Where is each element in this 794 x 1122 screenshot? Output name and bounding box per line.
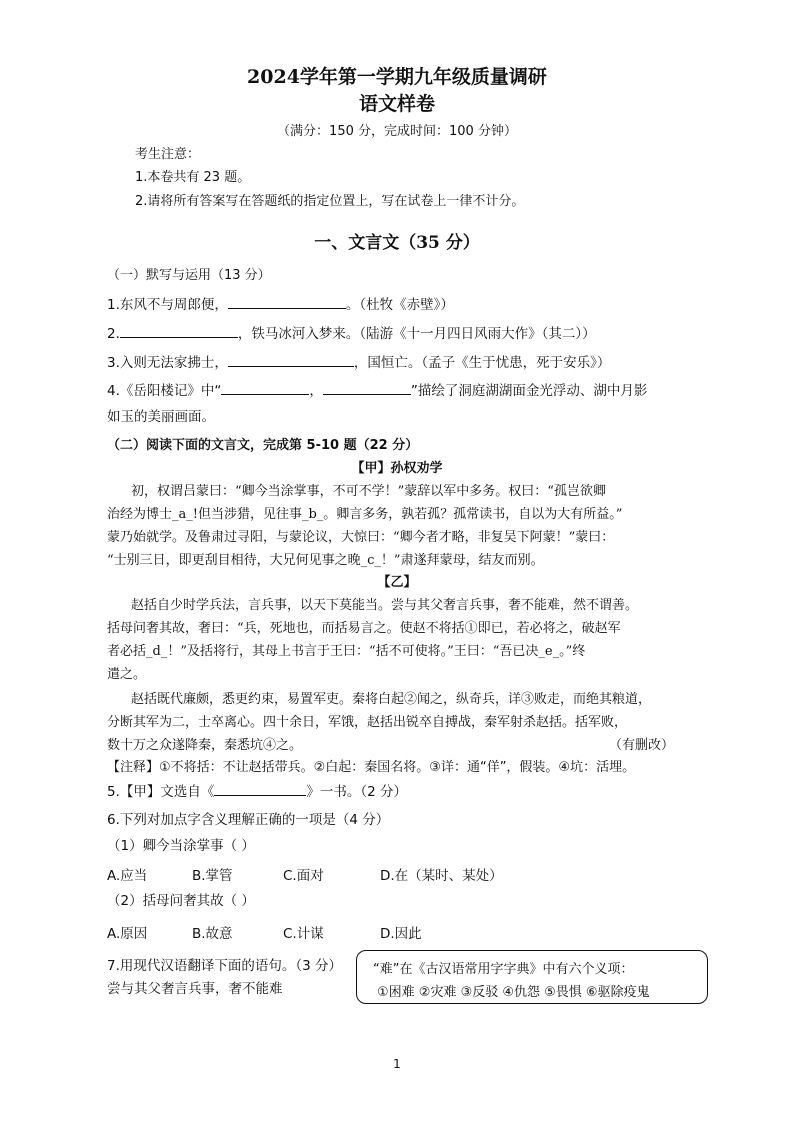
part2-title: （二）阅读下面的文言文，完成第 5-10 题（22 分） [107, 438, 419, 453]
question-4-cont: 如玉的美丽画面。 [107, 409, 215, 425]
q6-2-option-b[interactable]: B.故意 [192, 926, 233, 942]
q1-text-a: 1.东风不与周郎便， [107, 297, 228, 313]
q4-text-a: 4.《岳阳楼记》中“ [107, 383, 222, 399]
passage-yi-line-1: 赵括自少时学兵法，言兵事，以天下莫能当。尝与其父奢言兵事，奢不能难，然不谓善。 [131, 598, 639, 613]
passage-jia-line-1: 初，权谓吕蒙曰：“卿今当涂掌事，不可不学！”蒙辞以军中多务。权曰：“孤岂欲卿 [131, 484, 606, 499]
passage-yi-title: 【乙】 [377, 575, 417, 590]
question-2 [107, 322, 596, 342]
callout-line-1: “难”在《古汉语常用字字典》中有六个义项： [373, 962, 634, 977]
notice-item-2: 2.请将所有答案写在答题纸的指定位置上，写在试卷上一律不计分。 [135, 194, 525, 209]
q6-2-option-a[interactable]: A.原因 [107, 926, 148, 942]
callout-line-2: ①困难 ②灾难 ③反驳 ④仇怨 ⑤畏惧 ⑥驱除疫鬼 [377, 985, 650, 1000]
exam-title: 2024学年第一学期九年级质量调研 [247, 66, 547, 88]
q6-1-option-b[interactable]: B.掌管 [192, 868, 233, 884]
part1-title: （一）默写与运用（13 分） [107, 268, 271, 283]
q2-text-b: ，铁马冰河入梦来。（陆游《十一月四日风雨大作》（其二）） [237, 326, 596, 342]
page-number: 1 [393, 1057, 401, 1071]
passage-jia-title: 【甲】孙权劝学 [351, 461, 443, 476]
passage-yi-line-3: 者必括_d_！”及括将行，其母上书言于王曰：“括不可使将。”王曰：“吾已决_e_。”终 [107, 644, 586, 659]
question-1 [107, 293, 454, 313]
q1-blank[interactable] [228, 296, 346, 309]
q3-text-b: ，国恒亡。（孟子《生于忧患，死于安乐》） [353, 355, 611, 371]
passage-yi-note: （有删改） [609, 738, 675, 753]
q6-2-option-d[interactable]: D.因此 [380, 926, 422, 942]
question-4 [107, 379, 647, 399]
q1-text-b: 。（杜牧《赤壁》） [345, 297, 454, 313]
question-6-2: （2）括母问奢其故（ ） [107, 893, 255, 909]
q4-text-b: ， [309, 383, 323, 399]
passage-yi-line-2: 括母问奢其故，奢曰：“兵，死地也，而括易言之。使赵不将括①即已，若必将之，破赵军 [107, 621, 621, 636]
question-3 [107, 351, 610, 371]
q5-text-b: 》一书。（2 分） [306, 784, 408, 800]
dictionary-callout [356, 950, 708, 1004]
passage-yi-line-7: 数十万之众遂降秦，秦悉坑④之。 [107, 738, 303, 753]
q4-blank-1[interactable] [221, 382, 309, 395]
q5-blank[interactable] [214, 783, 306, 796]
passage-jia-line-2: 治经为博士_a_!但当涉猎，见往事_b_。卿言多务，孰若孤？孤常读书，自以为大有所益。” [107, 507, 623, 522]
q3-blank[interactable] [228, 354, 354, 367]
question-6: 6.下列对加点字含义理解正确的一项是（4 分） [107, 812, 390, 828]
exam-subtitle: 语文样卷 [358, 93, 435, 115]
q3-text-a: 3.入则无法家拂士， [107, 355, 228, 371]
question-7-sentence: 尝与其父奢言兵事，奢不能难 [107, 981, 283, 997]
notice-heading: 考生注意： [135, 147, 201, 162]
q4-text-c: ”描绘了洞庭湖湖面金光浮动、湖中月影 [410, 383, 648, 399]
section-title: 一、文言文（35 分） [314, 233, 480, 253]
q5-text-a: 5.【甲】文选自《 [107, 784, 215, 800]
annotation: 【注释】①不将括：不让赵括带兵。②白起：秦国名将。③详：通“佯”，假装。④坑：活埋。 [107, 760, 636, 775]
q6-2-option-c[interactable]: C.计谋 [283, 926, 324, 942]
question-5 [107, 780, 407, 800]
passage-yi-line-4: 遣之。 [107, 667, 147, 682]
question-7: 7.用现代汉语翻译下面的语句。（3 分） [107, 958, 343, 974]
q6-1-option-c[interactable]: C.面对 [283, 868, 324, 884]
q2-blank[interactable] [120, 325, 238, 338]
passage-yi-line-6: 分断其军为二，士卒离心。四十余日，军饿，赵括出锐卒自搏战，秦军射杀赵括。括军败， [107, 715, 628, 730]
q6-1-option-d[interactable]: D.在（某时、某处） [380, 868, 503, 884]
q4-blank-2[interactable] [323, 382, 411, 395]
q6-1-option-a[interactable]: A.应当 [107, 868, 148, 884]
passage-jia-line-4: “士别三日，即更刮目相待，大兄何见事之晚_c_！”肃遂拜蒙母，结友而别。 [107, 553, 544, 568]
question-6-1: （1）卿今当涂掌事（ ） [107, 838, 255, 854]
q2-text-a: 2. [107, 326, 120, 342]
passage-jia-line-3: 蒙乃始就学。及鲁肃过寻阳，与蒙论议，大惊曰：“卿今者才略，非复吴下阿蒙！”蒙曰： [107, 530, 615, 545]
passage-yi-line-5: 赵括既代廉颇，悉更约束，易置军吏。秦将白起②闻之，纵奇兵，详③败走，而绝其粮道， [131, 692, 652, 707]
notice-item-1: 1.本卷共有 23 题。 [135, 170, 251, 185]
exam-meta: （满分：150 分，完成时间：100 分钟） [277, 124, 517, 139]
